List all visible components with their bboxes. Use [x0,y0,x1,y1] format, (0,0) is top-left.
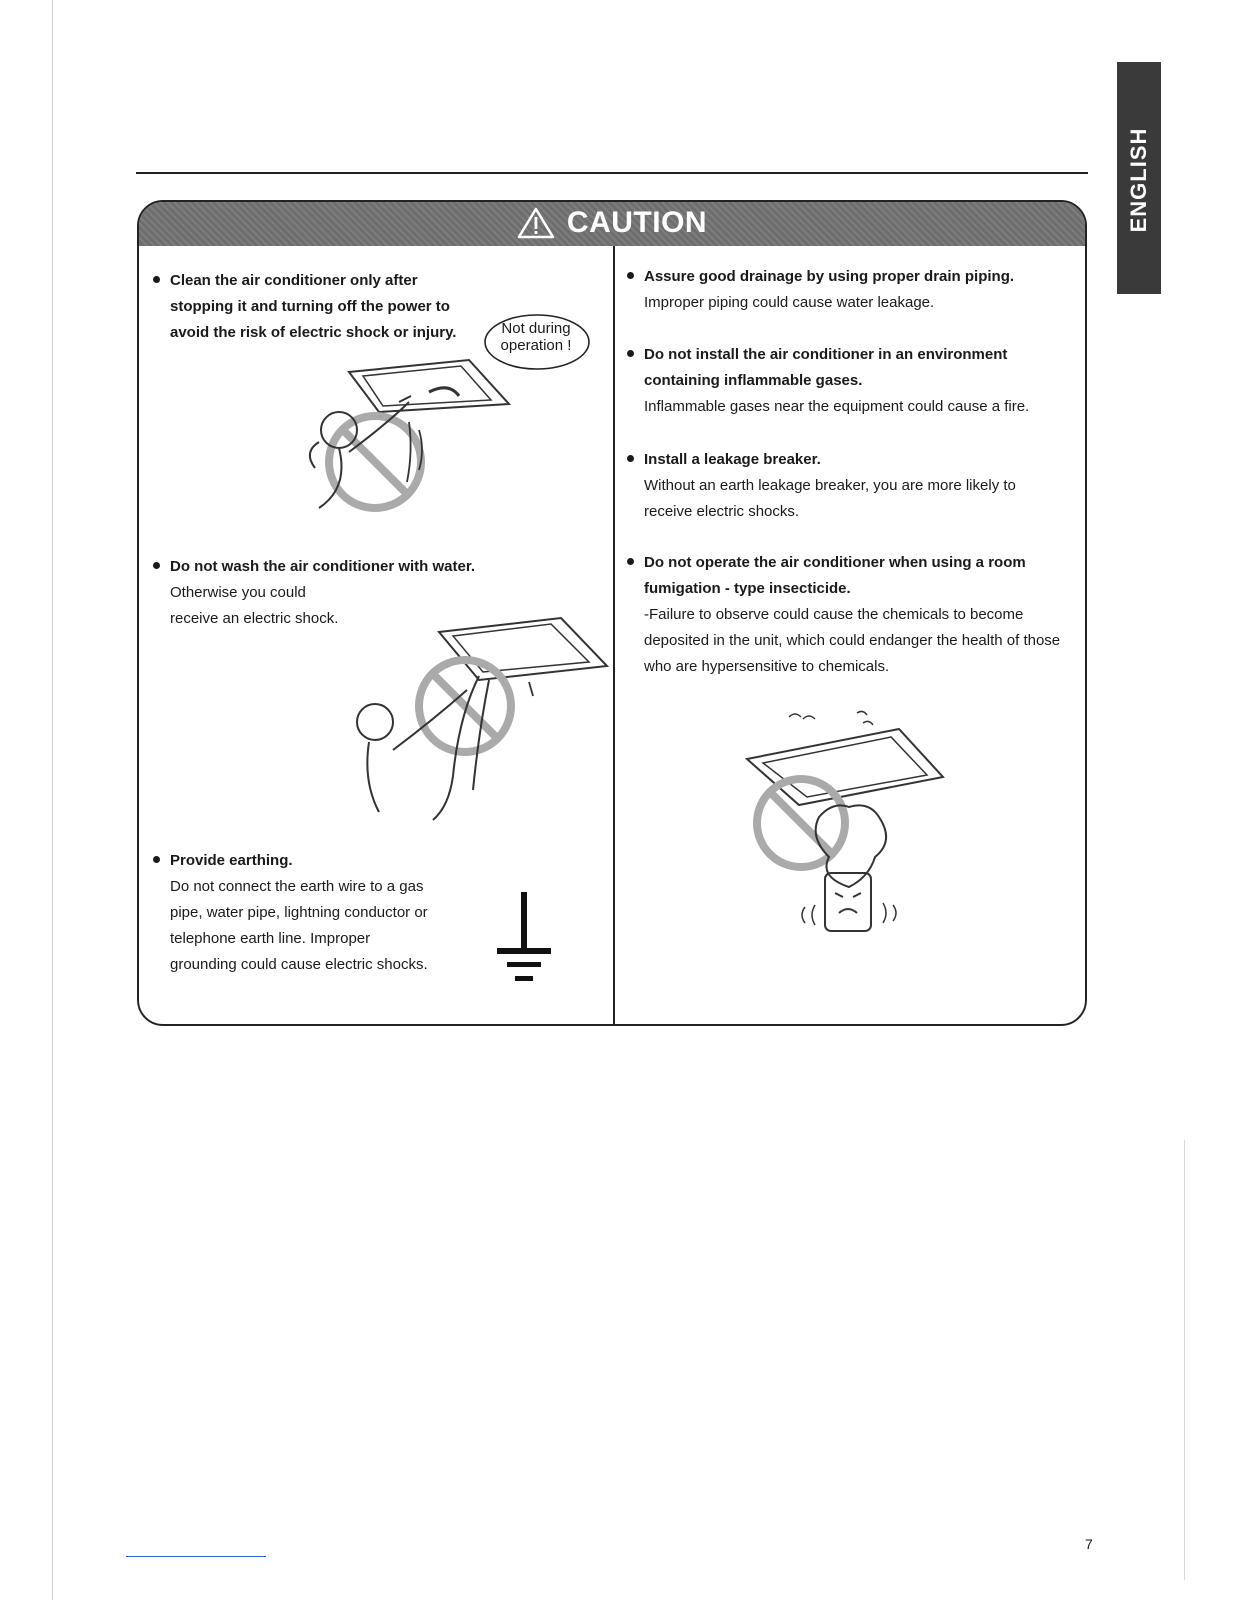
caution-heading: Do not install the air conditioner in an environment containing inflammable gases. [627,342,1067,394]
speech-bubble-line: operation ! [500,337,572,354]
language-tab [1117,62,1161,294]
speech-bubble-line: Not during [501,320,571,337]
language-tab-label: ENGLISH [1126,127,1151,233]
washing-with-water-illustration [339,602,609,822]
caution-body-line: Otherwise you could [170,584,306,601]
top-rule [136,172,1088,174]
caution-body-line: grounding could cause electric shocks. [170,956,428,973]
caution-item-fumigation [627,550,1067,680]
scan-edge-left [52,0,53,1600]
caution-title-text: CAUTION [566,206,708,239]
caution-heading: Clean the air conditioner only after stopping it and turning off the power to avoid the risk of electric shock or injury. [153,268,473,346]
caution-item-inflammable [627,342,1067,420]
earth-ground-symbol-icon [489,892,559,984]
footer-rule [126,1556,266,1557]
caution-item-drainage [627,264,1067,316]
caution-body: Inflammable gases near the equipment could cause a fire. [644,398,1030,415]
caution-heading: Do not operate the air conditioner when using a room fumigation - type insecticide. [627,550,1067,602]
scan-edge-right [1184,1140,1185,1580]
caution-header [139,202,1085,246]
caution-item-earthing [153,848,473,978]
caution-body-line: pipe, water pipe, lightning conductor or [170,904,428,921]
fumigation-insecticide-illustration [739,707,959,947]
caution-body: Without an earth leakage breaker, you are more likely to receive electric shocks. [644,477,1016,520]
caution-body: Improper piping could cause water leakage. [644,294,935,311]
caution-body-line: telephone earth line. Improper [170,930,371,947]
caution-heading: Provide earthing. [153,848,473,874]
caution-box [137,200,1087,1026]
caution-heading: Assure good drainage by using proper drain piping. [627,264,1067,290]
not-during-operation-bubble [481,312,591,374]
caution-title [517,206,707,240]
warning-triangle-icon [517,206,555,240]
caution-item-leakage-breaker [627,447,1067,525]
caution-body: -Failure to observe could cause the chemicals to become deposited in the unit, which could endanger the health of those who are hypersensitive to chemicals. [644,606,1061,675]
caution-body-line: Do not connect the earth wire to a gas [170,878,424,895]
page-number: 7 [1085,1536,1093,1552]
caution-body-line: receive an electric shock. [170,610,339,627]
caution-heading: Install a leakage breaker. [627,447,1067,473]
caution-heading: Do not wash the air conditioner with water. [153,554,553,580]
speech-bubble-text [481,320,591,354]
column-divider [613,246,615,1026]
